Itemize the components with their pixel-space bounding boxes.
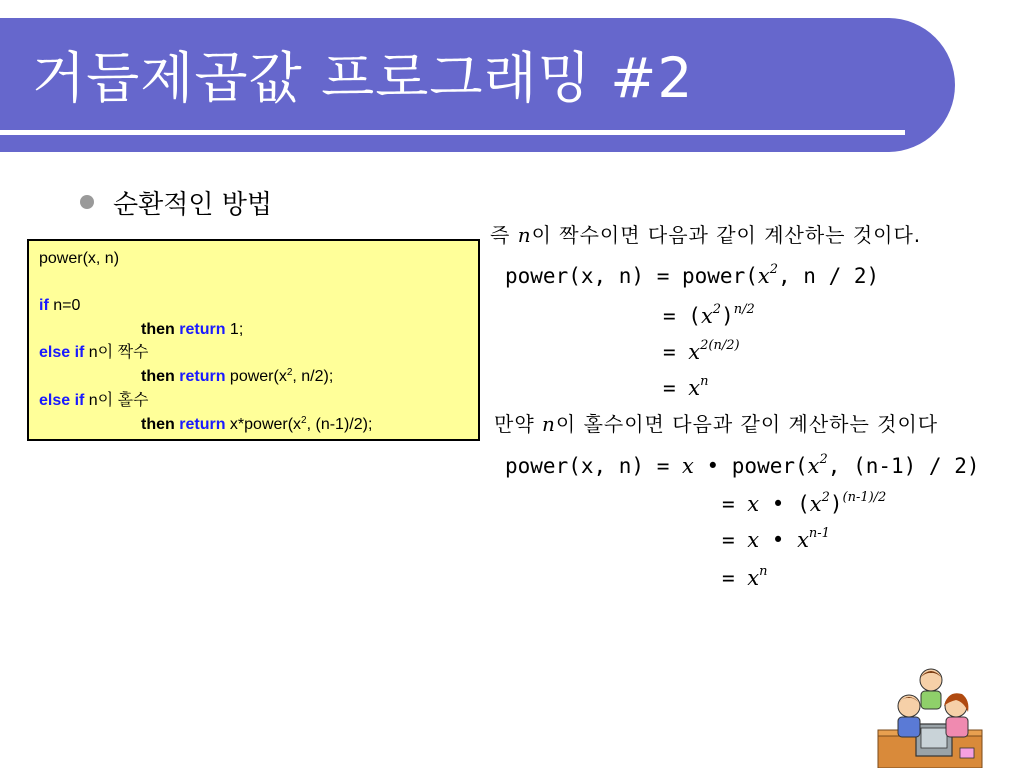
- keyword-then: then: [141, 321, 175, 338]
- odd-l1-sq: 2: [819, 452, 828, 467]
- even-l2-eq: = (: [663, 304, 701, 328]
- slide-title: 거듭제곱값 프로그래밍 #2: [32, 46, 694, 110]
- odd-formula-line-3: [722, 526, 830, 552]
- even-intro-n: n: [517, 223, 532, 247]
- keyword-return: return: [179, 321, 226, 338]
- children-computer-icon: [876, 664, 986, 768]
- even-formula-line-2: = $(x^2)^{n/2}$: [663, 302, 755, 328]
- odd-l1-head: power(x, n) =: [505, 454, 683, 478]
- even-intro: [490, 219, 921, 248]
- code-signature: power(x, n): [39, 250, 120, 267]
- keyword-return: return: [179, 416, 226, 433]
- even-l2-sq: 2: [712, 302, 722, 317]
- odd-l3-eq: =: [722, 528, 748, 552]
- even-l4-x: x: [688, 376, 701, 400]
- keyword-else-if: else if: [39, 392, 85, 409]
- even-l1-x: x: [757, 264, 770, 288]
- keyword-return: return: [179, 368, 226, 385]
- even-intro-text: 이 짝수이면 다음과 같이 계산하는 것이다.: [531, 223, 922, 247]
- even-l3-exp: 2(n/2): [700, 338, 740, 353]
- odd-l1-mid: • power(: [693, 454, 808, 478]
- odd-intro-n: n: [542, 412, 556, 436]
- return-value-3a: x*power(x: [225, 416, 302, 433]
- odd-l4-x: x: [747, 566, 760, 590]
- even-l1-head: power(x, n) = power(: [505, 264, 758, 288]
- odd-formula-line-1: [505, 452, 980, 478]
- odd-l4-exp: n: [759, 564, 768, 579]
- even-formula-line-4: [663, 374, 709, 400]
- odd-l2-mid: • (: [759, 492, 810, 516]
- odd-l3-x: x: [747, 528, 760, 552]
- even-condition: n이 짝수: [84, 344, 149, 361]
- code-elseif-even-line: [39, 343, 149, 363]
- odd-l3-exp: n-1: [808, 526, 830, 541]
- title-underline: [0, 130, 905, 135]
- bullet-text: 순환적인 방법: [113, 190, 272, 220]
- odd-l1-x2: x: [807, 454, 820, 478]
- odd-l1-x: x: [682, 454, 694, 478]
- return-value-2b: , n/2);: [292, 368, 334, 385]
- pseudocode-box: [27, 239, 480, 441]
- even-formula-line-3: [663, 338, 740, 364]
- odd-intro: [494, 408, 938, 437]
- code-then-line-2: [141, 367, 333, 387]
- odd-l2-sq: 2: [821, 490, 830, 505]
- odd-l1-tail: , (n-1) / 2): [827, 454, 980, 478]
- even-l2-exp: n/2: [733, 302, 755, 317]
- odd-intro-prefix: 만약: [494, 412, 542, 436]
- keyword-if: if: [39, 297, 49, 314]
- even-l2-x: x: [700, 304, 713, 328]
- odd-l3-x2: x: [797, 528, 809, 552]
- odd-l2-x: x: [747, 492, 760, 516]
- odd-l2-eq: =: [722, 492, 748, 516]
- code-then-line-3: [141, 415, 372, 435]
- even-l3-x: x: [688, 340, 701, 364]
- code-elseif-odd-line: [39, 391, 149, 411]
- even-l3-eq: =: [663, 340, 689, 364]
- odd-l3-mid: •: [759, 528, 798, 552]
- return-value-3b: , (n-1)/2);: [306, 416, 373, 433]
- even-l4-exp: n: [700, 374, 709, 389]
- code-then-line-1: [141, 320, 243, 340]
- odd-formula-line-2: = x • $(x^2)^{(n-1)/2}$: [722, 490, 887, 516]
- odd-l2-x2: x: [809, 492, 822, 516]
- even-l1-sq: 2: [769, 262, 778, 277]
- even-intro-prefix: 즉: [490, 223, 518, 247]
- return-value-2a: power(x: [225, 368, 287, 385]
- superscript-2: 2: [286, 367, 293, 378]
- odd-intro-text: 이 홀수이면 다음과 같이 계산하는 것이다: [555, 412, 939, 436]
- even-l4-eq: =: [663, 376, 689, 400]
- odd-l2-exp: (n-1)/2: [842, 490, 887, 505]
- even-formula-line-1: [505, 262, 879, 288]
- odd-l4-eq: =: [722, 566, 748, 590]
- keyword-then: then: [141, 416, 175, 433]
- even-l1-tail: , n / 2): [778, 264, 880, 288]
- superscript-2: 2: [301, 415, 307, 426]
- keyword-then: then: [141, 368, 175, 385]
- code-if-line: [39, 296, 80, 316]
- bullet-dot-icon: [80, 195, 94, 209]
- if-condition: n=0: [48, 297, 81, 314]
- return-value-1: 1;: [225, 321, 244, 338]
- odd-formula-line-4: [722, 564, 768, 590]
- keyword-else-if: else if: [39, 344, 85, 361]
- odd-condition: n이 홀수: [84, 392, 149, 409]
